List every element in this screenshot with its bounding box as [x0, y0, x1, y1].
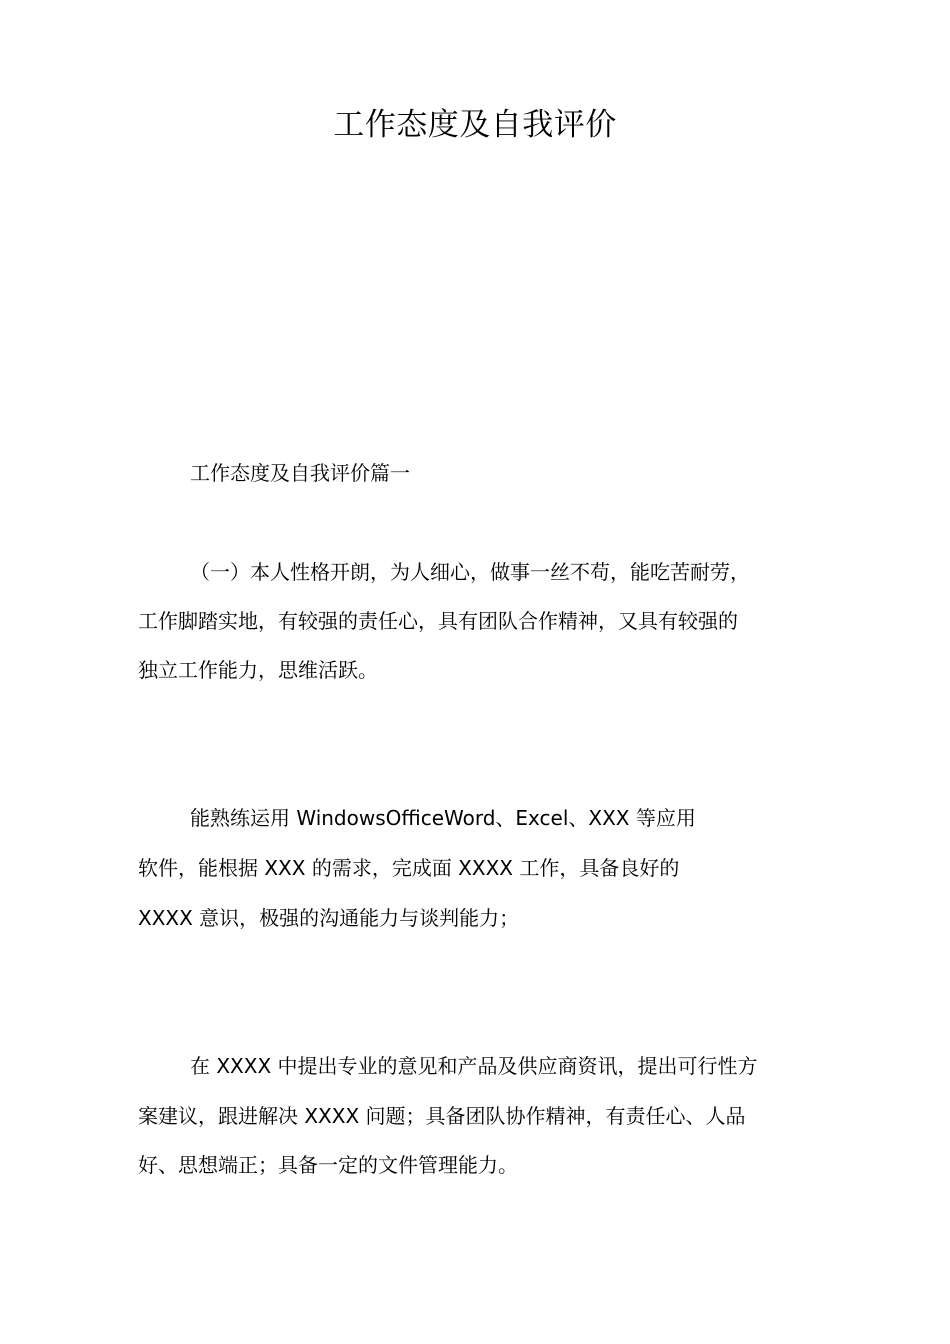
- paragraph-line: 在 XXXX 中提出专业的意见和产品及供应商资讯，提出可行性方: [190, 1054, 758, 1078]
- paragraph-line: 案建议，跟进解决 XXXX 问题；具备团队协作精神，有责任心、人品: [138, 1104, 746, 1128]
- document-title: 工作态度及自我评价: [333, 107, 617, 143]
- paragraph-line: XXXX 意识，极强的沟通能力与谈判能力；: [138, 906, 520, 930]
- paragraph-line: 软件，能根据 XXX 的需求，完成面 XXXX 工作，具备良好的: [138, 856, 680, 880]
- paragraph-line: 工作脚踏实地，有较强的责任心，具有团队合作精神，又具有较强的: [138, 609, 738, 633]
- paragraph-line: 能熟练运用 WindowsOfficeWord、Excel、XXX 等应用: [190, 806, 696, 830]
- section-heading: 工作态度及自我评价篇一: [190, 461, 410, 485]
- paragraph-line: （一）本人性格开朗，为人细心，做事一丝不苟，能吃苦耐劳，: [190, 560, 750, 584]
- paragraph-line: 独立工作能力，思维活跃。: [138, 658, 378, 682]
- paragraph-line: 好、思想端正；具备一定的文件管理能力。: [138, 1153, 518, 1177]
